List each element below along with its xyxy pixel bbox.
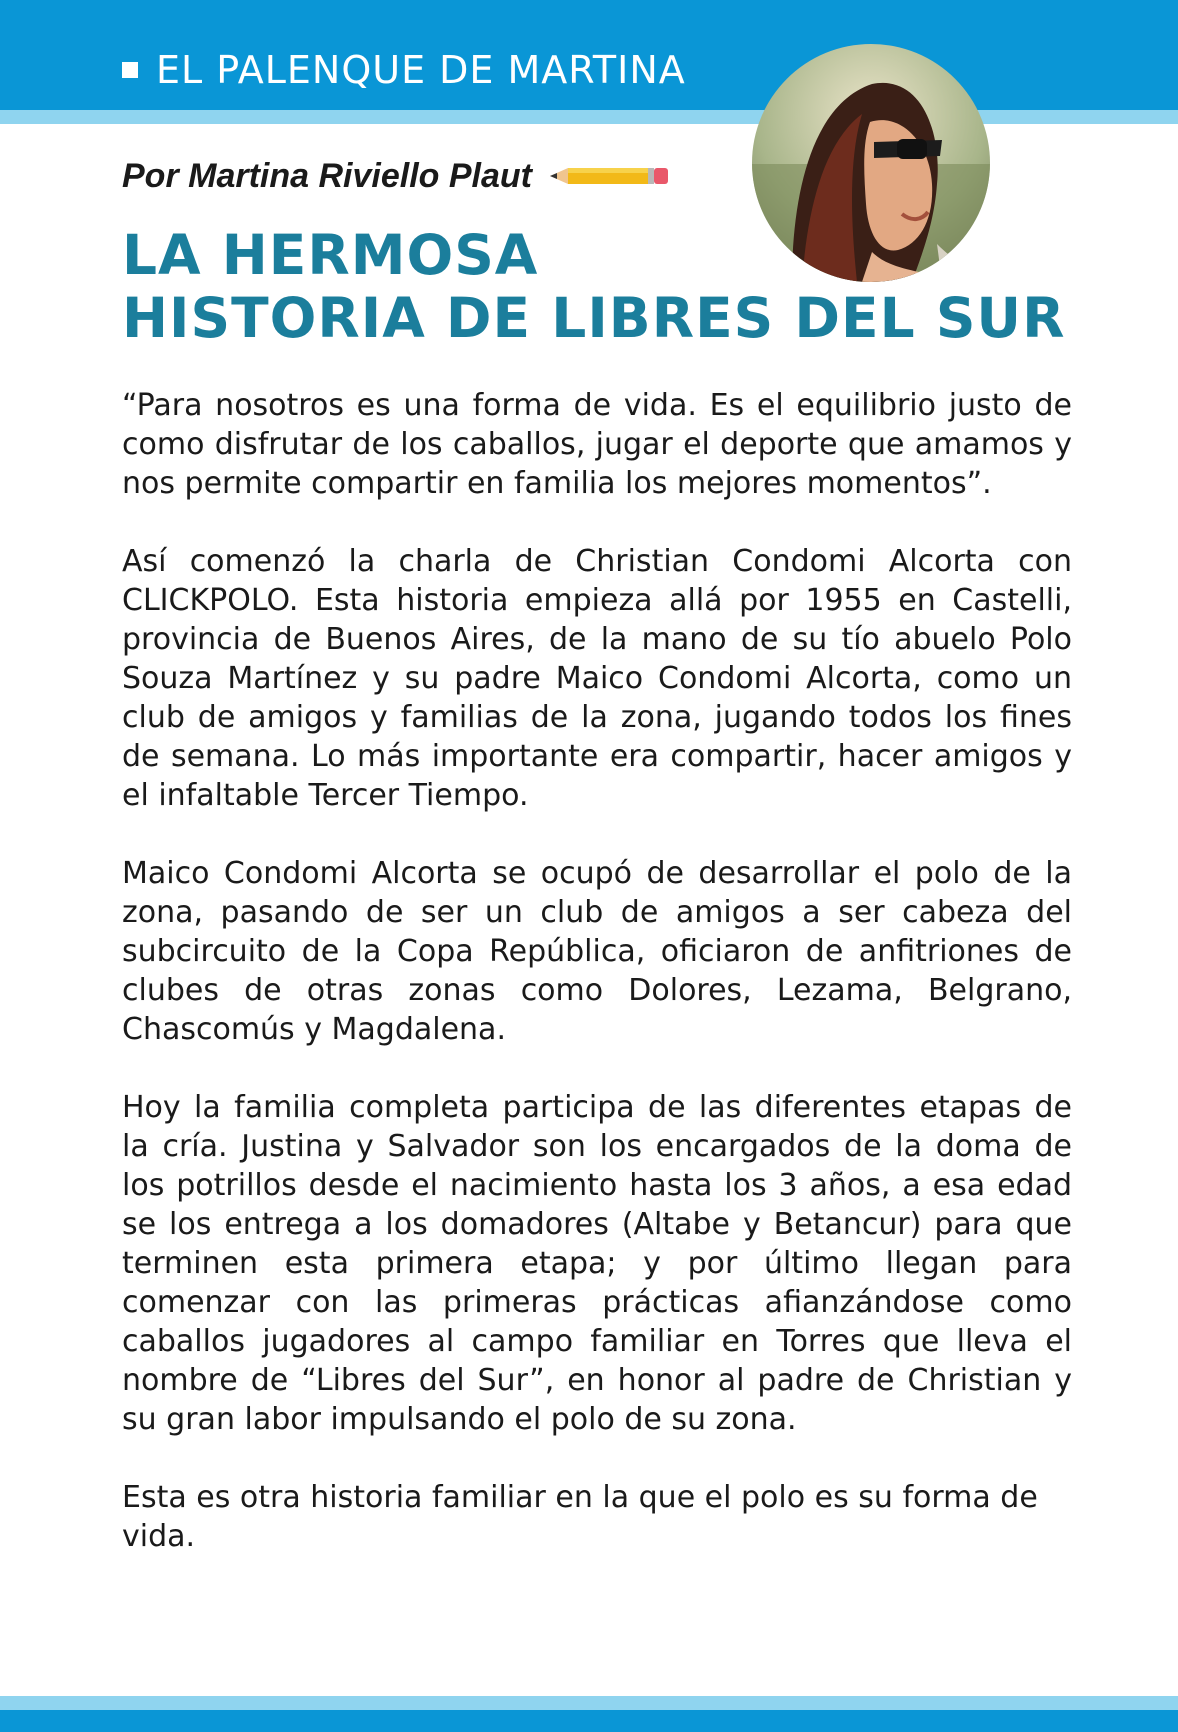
article-body [122,386,1072,1595]
paragraph-4: Hoy la familia completa participa de las diferentes etapas de la cría. Justina y Salvador son los encargados de la doma de los potrillos desde el nacimiento hasta los 3 años, a esa edad se los entrega a los domadores (Altabe y Betancur) para que terminen esta primera etapa; y por último llegan para comenzar con las primeras prácticas afianzándose como caballos jugadores al campo familiar en Torres que lleva el nombre de “Libres del Sur”, en honor al padre de Christian y su gran labor impulsando el polo de su zona. [122,1090,1072,1437]
square-bullet-icon [122,62,138,78]
title-line-1: LA HERMOSA [122,223,539,287]
pencil-icon [550,157,668,196]
header-stripe [0,110,1178,124]
article-title [122,223,1066,350]
byline-text: Por Martina Riviello Plaut [122,156,532,195]
footer-stripe [0,1696,1178,1710]
paragraph-3: Maico Condomi Alcorta se ocupó de desarrollar el polo de la zona, pasando de ser un club de amigos a ser cabeza del subcircuito de la Copa República, oficiaron de anfitriones de clubes de otras zonas como Dolores, Lezama, Belgrano, Chascomús y Magdalena. [122,856,1072,1047]
section-title: EL PALENQUE DE MARTINA [156,48,686,92]
footer-bar [0,1710,1178,1732]
section-header [122,44,686,96]
paragraph-2: Así comenzó la charla de Christian Condomi Alcorta con CLICKPOLO. Esta historia empieza allá por 1955 en Castelli, provincia de Buenos Aires, de la mano de su tío abuelo Polo Souza Martínez y su padre Maico Condomi Alcorta, como un club de amigos y familias de la zona, jugando todos los fines de semana. Lo más importante era compartir, hacer amigos y el infaltable Tercer Tiempo. [122,544,1072,813]
paragraph-1: “Para nosotros es una forma de vida. Es el equilibrio justo de como disfrutar de los caballos, jugar el deporte que amamos y nos permite compartir en familia los mejores momentos”. [122,388,1072,501]
title-line-2: HISTORIA DE LIBRES DEL SUR [122,286,1066,350]
paragraph-5: Esta es otra historia familiar en la que el polo es su forma de vida. [122,1480,1038,1554]
byline [122,156,668,196]
